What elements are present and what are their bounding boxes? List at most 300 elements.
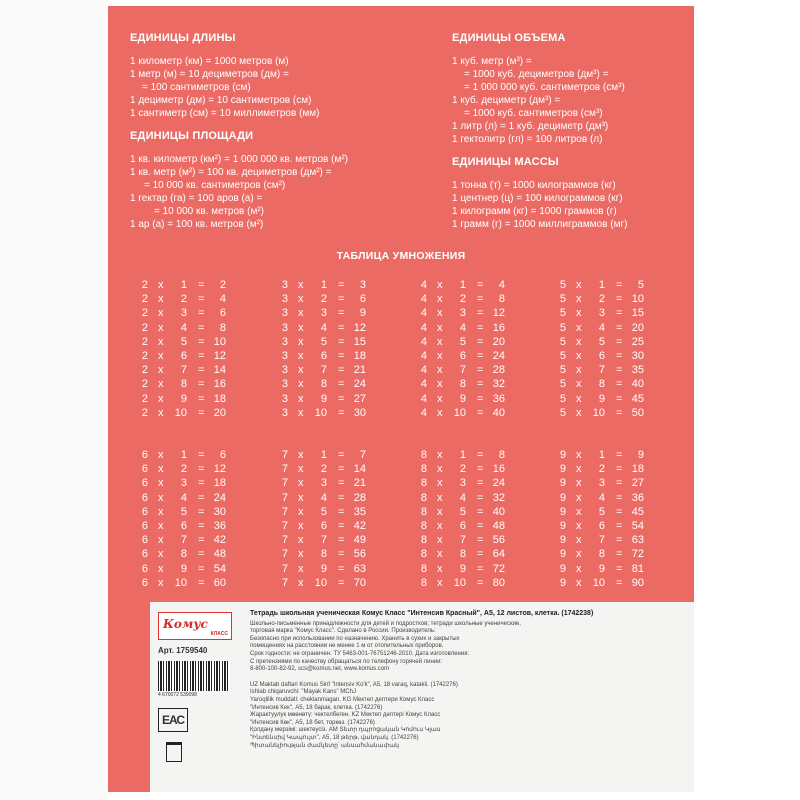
multiplication-equals-sign: = bbox=[616, 392, 623, 405]
multiplication-multiplier: 6 bbox=[141, 491, 148, 504]
volume-line: 1 куб. метр (м³) = bbox=[452, 56, 532, 67]
multiplication-factor: 5 bbox=[459, 505, 466, 518]
multiplication-product: 9 bbox=[637, 449, 644, 461]
multiplication-row bbox=[554, 505, 644, 519]
multiplication-factor: 3 bbox=[459, 477, 466, 490]
multiplication-equals-sign: = bbox=[477, 463, 484, 476]
multiplication-times-sign: x bbox=[158, 321, 164, 334]
multiplication-times-sign: x bbox=[158, 562, 164, 575]
multiplication-factor: 3 bbox=[180, 477, 187, 490]
multiplication-multiplier: 9 bbox=[559, 463, 566, 476]
multiplication-product: 12 bbox=[213, 349, 226, 362]
multiplication-product: 70 bbox=[353, 576, 366, 589]
multiplication-product: 24 bbox=[353, 378, 366, 391]
multiplication-factor: 10 bbox=[453, 406, 466, 419]
multiplication-row bbox=[276, 321, 366, 335]
multiplication-factor: 4 bbox=[459, 321, 466, 334]
multiplication-row bbox=[554, 306, 644, 320]
multiplication-multiplier: 2 bbox=[141, 406, 148, 419]
multiplication-product: 12 bbox=[492, 307, 505, 320]
multiplication-equals-sign: = bbox=[338, 349, 345, 362]
label-other-line: Ishlab chiqaruvchi: "Mayak Kans" MChJ bbox=[250, 689, 356, 696]
multiplication-multiplier: 3 bbox=[281, 349, 288, 362]
multiplication-factor: 3 bbox=[459, 307, 466, 320]
multiplication-multiplier: 9 bbox=[559, 491, 566, 504]
multiplication-equals-sign: = bbox=[616, 505, 623, 518]
times-table-9 bbox=[554, 448, 644, 590]
multiplication-product: 4 bbox=[498, 279, 505, 291]
multiplication-multiplier: 5 bbox=[559, 279, 566, 291]
eac-mark-icon: ЕАС bbox=[158, 708, 188, 732]
multiplication-factor: 4 bbox=[598, 321, 605, 334]
multiplication-equals-sign: = bbox=[198, 449, 205, 461]
multiplication-row bbox=[136, 448, 226, 462]
multiplication-equals-sign: = bbox=[198, 576, 205, 589]
multiplication-times-sign: x bbox=[158, 307, 164, 320]
multiplication-times-sign: x bbox=[576, 293, 582, 306]
multiplication-equals-sign: = bbox=[616, 364, 623, 377]
multiplication-equals-sign: = bbox=[198, 562, 205, 575]
multiplication-factor: 4 bbox=[180, 321, 187, 334]
multiplication-factor: 8 bbox=[180, 378, 187, 391]
multiplication-times-sign: x bbox=[158, 392, 164, 405]
multiplication-row bbox=[554, 321, 644, 335]
multiplication-row bbox=[136, 547, 226, 561]
multiplication-multiplier: 2 bbox=[141, 321, 148, 334]
multiplication-multiplier: 8 bbox=[420, 463, 427, 476]
multiplication-multiplier: 6 bbox=[141, 505, 148, 518]
area-line: 1 кв. метр (м²) = 100 кв. дециметров (дм²) = bbox=[130, 167, 332, 178]
multiplication-times-sign: x bbox=[437, 321, 443, 334]
multiplication-multiplier: 4 bbox=[420, 293, 427, 306]
multiplication-row bbox=[554, 335, 644, 349]
multiplication-factor: 7 bbox=[459, 534, 466, 547]
multiplication-equals-sign: = bbox=[477, 534, 484, 547]
multiplication-product: 90 bbox=[631, 576, 644, 589]
multiplication-row bbox=[136, 476, 226, 490]
multiplication-product: 12 bbox=[353, 321, 366, 334]
multiplication-product: 20 bbox=[492, 335, 505, 348]
area-line: 1 ар (а) = 100 кв. метров (м²) bbox=[130, 219, 264, 230]
multiplication-equals-sign: = bbox=[477, 335, 484, 348]
multiplication-product: 54 bbox=[631, 519, 644, 532]
multiplication-times-sign: x bbox=[298, 307, 304, 320]
length-line: 1 дециметр (дм) = 10 сантиметров (см) bbox=[130, 95, 312, 106]
multiplication-product: 35 bbox=[631, 364, 644, 377]
multiplication-multiplier: 8 bbox=[420, 449, 427, 461]
multiplication-product: 30 bbox=[631, 349, 644, 362]
multiplication-product: 54 bbox=[213, 562, 226, 575]
komus-logo bbox=[158, 612, 232, 640]
multiplication-times-sign: x bbox=[437, 477, 443, 490]
multiplication-row bbox=[276, 491, 366, 505]
multiplication-product: 72 bbox=[631, 548, 644, 561]
multiplication-times-sign: x bbox=[437, 562, 443, 575]
length-line: 1 сантиметр (см) = 10 миллиметров (мм) bbox=[130, 108, 320, 119]
multiplication-times-sign: x bbox=[298, 392, 304, 405]
multiplication-multiplier: 2 bbox=[141, 349, 148, 362]
multiplication-multiplier: 4 bbox=[420, 335, 427, 348]
multiplication-row bbox=[136, 576, 226, 590]
multiplication-equals-sign: = bbox=[198, 463, 205, 476]
multiplication-product: 49 bbox=[353, 534, 366, 547]
multiplication-multiplier: 8 bbox=[420, 562, 427, 575]
multiplication-factor: 8 bbox=[320, 378, 327, 391]
multiplication-equals-sign: = bbox=[616, 562, 623, 575]
multiplication-times-sign: x bbox=[298, 548, 304, 561]
multiplication-factor: 3 bbox=[320, 307, 327, 320]
multiplication-times-sign: x bbox=[158, 491, 164, 504]
multiplication-product: 3 bbox=[359, 279, 366, 291]
multiplication-multiplier: 8 bbox=[420, 548, 427, 561]
multiplication-multiplier: 9 bbox=[559, 534, 566, 547]
multiplication-equals-sign: = bbox=[198, 349, 205, 362]
multiplication-row bbox=[415, 278, 505, 292]
volume-line: 1 куб. дециметр (дм³) = bbox=[452, 95, 561, 106]
multiplication-factor: 1 bbox=[598, 449, 605, 461]
multiplication-row bbox=[554, 576, 644, 590]
multiplication-times-sign: x bbox=[298, 505, 304, 518]
area-line: 1 гектар (га) = 100 аров (а) = bbox=[130, 193, 263, 204]
multiplication-product: 15 bbox=[631, 307, 644, 320]
multiplication-row bbox=[554, 519, 644, 533]
multiplication-times-sign: x bbox=[437, 463, 443, 476]
multiplication-factor: 5 bbox=[598, 335, 605, 348]
multiplication-product: 2 bbox=[219, 279, 226, 291]
multiplication-equals-sign: = bbox=[338, 335, 345, 348]
label-other-line: UZ Maktab daftari Komus Sinf "Intensiv Ko'k", A5, 18 varaq, katakli. (1742276) bbox=[250, 681, 458, 688]
multiplication-factor: 9 bbox=[320, 562, 327, 575]
multiplication-multiplier: 7 bbox=[281, 576, 288, 589]
multiplication-times-sign: x bbox=[158, 335, 164, 348]
multiplication-multiplier: 6 bbox=[141, 576, 148, 589]
multiplication-multiplier: 2 bbox=[141, 293, 148, 306]
area-heading: ЕДИНИЦЫ ПЛОЩАДИ bbox=[130, 130, 254, 142]
multiplication-multiplier: 6 bbox=[141, 449, 148, 461]
multiplication-row bbox=[415, 491, 505, 505]
times-table-2 bbox=[136, 278, 226, 420]
multiplication-product: 20 bbox=[213, 406, 226, 419]
multiplication-row bbox=[276, 462, 366, 476]
label-ru-line: 8-800-100-82-92, scs@komus.net, www.komus.com bbox=[250, 666, 390, 673]
multiplication-product: 6 bbox=[359, 293, 366, 306]
multiplication-product: 24 bbox=[213, 491, 226, 504]
multiplication-times-sign: x bbox=[158, 463, 164, 476]
multiplication-times-sign: x bbox=[158, 279, 164, 291]
multiplication-factor: 6 bbox=[180, 519, 187, 532]
multiplication-times-sign: x bbox=[298, 279, 304, 291]
multiplication-product: 63 bbox=[353, 562, 366, 575]
multiplication-row bbox=[415, 533, 505, 547]
multiplication-equals-sign: = bbox=[616, 534, 623, 547]
volume-line: = 1000 куб. сантиметров (см³) bbox=[464, 108, 603, 119]
multiplication-equals-sign: = bbox=[616, 449, 623, 461]
multiplication-times-sign: x bbox=[158, 576, 164, 589]
multiplication-row bbox=[554, 448, 644, 462]
multiplication-multiplier: 6 bbox=[141, 477, 148, 490]
multiplication-multiplier: 4 bbox=[420, 349, 427, 362]
label-ru-line: помещениях на расстоянии не менее 1 м от отопительных приборов. bbox=[250, 643, 444, 650]
multiplication-factor: 2 bbox=[320, 293, 327, 306]
multiplication-equals-sign: = bbox=[477, 321, 484, 334]
multiplication-multiplier: 9 bbox=[559, 449, 566, 461]
multiplication-factor: 6 bbox=[598, 349, 605, 362]
multiplication-row bbox=[136, 292, 226, 306]
multiplication-times-sign: x bbox=[158, 505, 164, 518]
multiplication-product: 12 bbox=[213, 463, 226, 476]
multiplication-times-sign: x bbox=[298, 335, 304, 348]
multiplication-equals-sign: = bbox=[338, 364, 345, 377]
multiplication-row bbox=[136, 335, 226, 349]
multiplication-factor: 6 bbox=[320, 519, 327, 532]
length-line: = 100 сантиметров (см) bbox=[142, 82, 251, 93]
multiplication-equals-sign: = bbox=[616, 519, 623, 532]
multiplication-product: 30 bbox=[353, 406, 366, 419]
multiplication-row bbox=[554, 349, 644, 363]
multiplication-equals-sign: = bbox=[198, 548, 205, 561]
multiplication-equals-sign: = bbox=[338, 477, 345, 490]
times-table-4 bbox=[415, 278, 505, 420]
multiplication-equals-sign: = bbox=[616, 378, 623, 391]
multiplication-factor: 6 bbox=[180, 349, 187, 362]
multiplication-equals-sign: = bbox=[338, 321, 345, 334]
multiplication-times-sign: x bbox=[437, 349, 443, 362]
multiplication-row bbox=[276, 292, 366, 306]
multiplication-equals-sign: = bbox=[477, 576, 484, 589]
multiplication-row bbox=[276, 278, 366, 292]
mass-line: 1 грамм (г) = 1000 миллиграммов (мг) bbox=[452, 219, 628, 230]
multiplication-row bbox=[276, 562, 366, 576]
multiplication-row bbox=[136, 349, 226, 363]
multiplication-equals-sign: = bbox=[477, 519, 484, 532]
multiplication-factor: 4 bbox=[598, 491, 605, 504]
notebook-back-cover bbox=[108, 6, 694, 792]
multiplication-equals-sign: = bbox=[616, 279, 623, 291]
multiplication-equals-sign: = bbox=[616, 335, 623, 348]
volume-line: 1 литр (л) = 1 куб. дециметр (дм³) bbox=[452, 121, 609, 132]
multiplication-multiplier: 9 bbox=[559, 576, 566, 589]
multiplication-multiplier: 6 bbox=[141, 562, 148, 575]
multiplication-multiplier: 7 bbox=[281, 548, 288, 561]
multiplication-times-sign: x bbox=[437, 392, 443, 405]
multiplication-equals-sign: = bbox=[477, 378, 484, 391]
multiplication-multiplier: 3 bbox=[281, 307, 288, 320]
multiplication-factor: 2 bbox=[320, 463, 327, 476]
multiplication-row bbox=[136, 462, 226, 476]
multiplication-row bbox=[554, 462, 644, 476]
multiplication-multiplier: 3 bbox=[281, 378, 288, 391]
multiplication-product: 50 bbox=[631, 406, 644, 419]
multiplication-product: 15 bbox=[353, 335, 366, 348]
multiplication-factor: 5 bbox=[459, 335, 466, 348]
multiplication-equals-sign: = bbox=[338, 392, 345, 405]
multiplication-equals-sign: = bbox=[198, 293, 205, 306]
multiplication-product: 45 bbox=[631, 505, 644, 518]
label-ru-line: Срок годности: не ограничен. ТУ 5463-001-76751246-2010. Дата изготовления: bbox=[250, 650, 470, 657]
multiplication-row bbox=[415, 335, 505, 349]
label-ru-line: Безопасно при использовании по назначению. Хранить в сухих и закрытых bbox=[250, 635, 460, 642]
barcode-digits: 4 670072 539098 bbox=[158, 692, 197, 698]
multiplication-equals-sign: = bbox=[616, 491, 623, 504]
label-other-line: Պիտանելիության ժամկետը՝ անսահմանափակ bbox=[250, 742, 399, 749]
multiplication-product: 30 bbox=[213, 505, 226, 518]
multiplication-row bbox=[554, 278, 644, 292]
multiplication-factor: 2 bbox=[459, 463, 466, 476]
multiplication-factor: 7 bbox=[598, 364, 605, 377]
multiplication-times-sign: x bbox=[576, 349, 582, 362]
multiplication-row bbox=[276, 349, 366, 363]
multiplication-row bbox=[415, 505, 505, 519]
multiplication-product: 16 bbox=[492, 321, 505, 334]
multiplication-multiplier: 8 bbox=[420, 505, 427, 518]
multiplication-product: 60 bbox=[213, 576, 226, 589]
multiplication-row bbox=[554, 533, 644, 547]
multiplication-product: 80 bbox=[492, 576, 505, 589]
multiplication-row bbox=[276, 406, 366, 420]
multiplication-row bbox=[276, 335, 366, 349]
multiplication-row bbox=[136, 306, 226, 320]
multiplication-factor: 4 bbox=[320, 491, 327, 504]
multiplication-product: 42 bbox=[353, 519, 366, 532]
multiplication-equals-sign: = bbox=[477, 392, 484, 405]
multiplication-factor: 1 bbox=[459, 279, 466, 291]
label-other-line: "Ինտենսիվ Կապույտ", A5, 18 թերթ, վանդակ. (1742276) bbox=[250, 734, 419, 741]
multiplication-factor: 6 bbox=[598, 519, 605, 532]
multiplication-multiplier: 9 bbox=[559, 548, 566, 561]
multiplication-times-sign: x bbox=[437, 293, 443, 306]
multiplication-product: 16 bbox=[213, 378, 226, 391]
multiplication-product: 14 bbox=[353, 463, 366, 476]
multiplication-times-sign: x bbox=[576, 364, 582, 377]
multiplication-equals-sign: = bbox=[338, 279, 345, 291]
multiplication-equals-sign: = bbox=[616, 548, 623, 561]
times-table-3 bbox=[276, 278, 366, 420]
multiplication-multiplier: 2 bbox=[141, 364, 148, 377]
multiplication-multiplier: 5 bbox=[559, 307, 566, 320]
multiplication-row bbox=[415, 562, 505, 576]
multiplication-product: 14 bbox=[213, 364, 226, 377]
multiplication-product: 36 bbox=[492, 392, 505, 405]
multiplication-row bbox=[276, 306, 366, 320]
multiplication-equals-sign: = bbox=[616, 463, 623, 476]
multiplication-times-sign: x bbox=[576, 378, 582, 391]
background-left bbox=[0, 0, 108, 800]
times-table-7 bbox=[276, 448, 366, 590]
multiplication-multiplier: 4 bbox=[420, 364, 427, 377]
multiplication-times-sign: x bbox=[576, 576, 582, 589]
multiplication-product: 28 bbox=[492, 364, 505, 377]
multiplication-row bbox=[554, 392, 644, 406]
multiplication-product: 20 bbox=[631, 321, 644, 334]
multiplication-equals-sign: = bbox=[198, 491, 205, 504]
multiplication-row bbox=[276, 519, 366, 533]
multiplication-factor: 10 bbox=[592, 406, 605, 419]
multiplication-product: 40 bbox=[631, 378, 644, 391]
mass-heading: ЕДИНИЦЫ МАССЫ bbox=[452, 156, 559, 168]
multiplication-multiplier: 8 bbox=[420, 519, 427, 532]
multiplication-row bbox=[415, 321, 505, 335]
multiplication-multiplier: 7 bbox=[281, 519, 288, 532]
multiplication-times-sign: x bbox=[298, 576, 304, 589]
label-other-line: "Интенсив Кек", А5, 18 барак, клетка. (1742276) bbox=[250, 704, 383, 711]
multiplication-times-sign: x bbox=[298, 321, 304, 334]
multiplication-factor: 5 bbox=[180, 505, 187, 518]
multiplication-multiplier: 2 bbox=[141, 335, 148, 348]
multiplication-multiplier: 5 bbox=[559, 321, 566, 334]
recycle-bin-icon bbox=[166, 742, 182, 762]
multiplication-row bbox=[415, 519, 505, 533]
multiplication-times-sign: x bbox=[576, 307, 582, 320]
multiplication-equals-sign: = bbox=[198, 534, 205, 547]
multiplication-row bbox=[415, 476, 505, 490]
product-label bbox=[150, 602, 694, 792]
multiplication-product: 16 bbox=[492, 463, 505, 476]
multiplication-row bbox=[554, 406, 644, 420]
multiplication-row bbox=[554, 476, 644, 490]
volume-line: = 1 000 000 куб. сантиметров (см³) bbox=[464, 82, 625, 93]
multiplication-times-sign: x bbox=[437, 279, 443, 291]
multiplication-factor: 2 bbox=[598, 293, 605, 306]
multiplication-multiplier: 3 bbox=[281, 279, 288, 291]
multiplication-times-sign: x bbox=[576, 279, 582, 291]
multiplication-times-sign: x bbox=[158, 519, 164, 532]
multiplication-product: 8 bbox=[219, 321, 226, 334]
multiplication-multiplier: 5 bbox=[559, 392, 566, 405]
multiplication-multiplier: 7 bbox=[281, 463, 288, 476]
multiplication-factor: 1 bbox=[459, 449, 466, 461]
multiplication-multiplier: 9 bbox=[559, 562, 566, 575]
multiplication-times-sign: x bbox=[158, 364, 164, 377]
multiplication-factor: 10 bbox=[453, 576, 466, 589]
multiplication-times-sign: x bbox=[576, 491, 582, 504]
multiplication-multiplier: 2 bbox=[141, 378, 148, 391]
multiplication-equals-sign: = bbox=[616, 307, 623, 320]
multiplication-multiplier: 7 bbox=[281, 477, 288, 490]
multiplication-product: 35 bbox=[353, 505, 366, 518]
multiplication-times-sign: x bbox=[576, 548, 582, 561]
multiplication-product: 21 bbox=[353, 364, 366, 377]
multiplication-times-sign: x bbox=[576, 392, 582, 405]
multiplication-times-sign: x bbox=[298, 449, 304, 461]
multiplication-times-sign: x bbox=[158, 548, 164, 561]
multiplication-factor: 9 bbox=[459, 562, 466, 575]
multiplication-row bbox=[415, 306, 505, 320]
multiplication-equals-sign: = bbox=[198, 406, 205, 419]
multiplication-row bbox=[415, 392, 505, 406]
multiplication-times-sign: x bbox=[437, 576, 443, 589]
multiplication-equals-sign: = bbox=[338, 378, 345, 391]
multiplication-equals-sign: = bbox=[477, 406, 484, 419]
multiplication-row bbox=[136, 406, 226, 420]
multiplication-row bbox=[276, 505, 366, 519]
multiplication-equals-sign: = bbox=[338, 449, 345, 461]
multiplication-multiplier: 5 bbox=[559, 335, 566, 348]
multiplication-row bbox=[136, 562, 226, 576]
multiplication-times-sign: x bbox=[576, 534, 582, 547]
multiplication-factor: 9 bbox=[320, 392, 327, 405]
multiplication-factor: 1 bbox=[598, 279, 605, 291]
multiplication-product: 56 bbox=[353, 548, 366, 561]
multiplication-equals-sign: = bbox=[338, 491, 345, 504]
multiplication-row bbox=[554, 363, 644, 377]
multiplication-times-sign: x bbox=[298, 477, 304, 490]
multiplication-product: 48 bbox=[213, 548, 226, 561]
multiplication-multiplier: 2 bbox=[141, 279, 148, 291]
label-other-line: Қолдану мерзімі: шектеусіз. AM Տետր դպրոցական Կոմուս Կլաս bbox=[250, 727, 441, 734]
multiplication-multiplier: 7 bbox=[281, 562, 288, 575]
multiplication-multiplier: 4 bbox=[420, 307, 427, 320]
multiplication-multiplier: 3 bbox=[281, 321, 288, 334]
